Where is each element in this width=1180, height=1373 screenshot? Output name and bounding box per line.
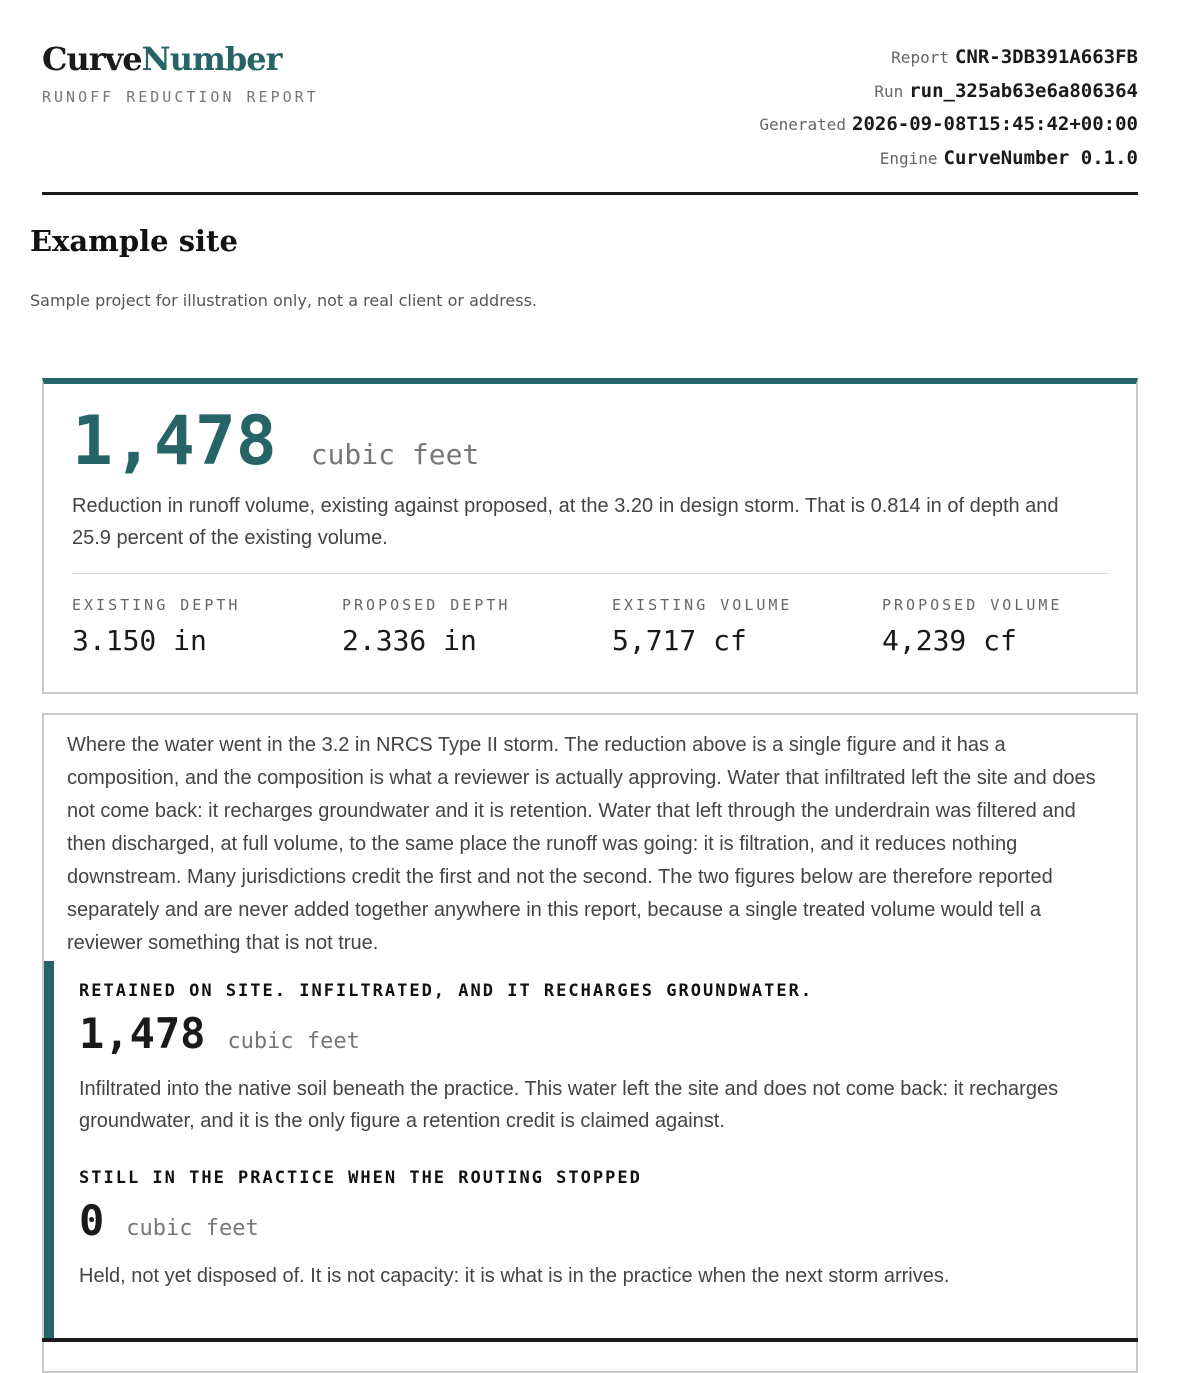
retained-figure [79,1009,360,1058]
report-metadata [759,44,1138,178]
reduction-summary-card [42,378,1138,694]
brand-name-part2: Number [141,40,282,78]
stat-existing-volume [612,596,872,657]
water-disposition-card [42,713,1138,1373]
retained-heading: RETAINED ON SITE. INFILTRATED, AND IT RECHARGES GROUNDWATER. [79,981,814,1001]
retained-unit: cubic feet [227,1029,360,1054]
meta-label: Run [874,81,904,101]
stat-label: EXISTING DEPTH [72,596,241,614]
disposition-intro: Where the water went in the 3.2 in NRCS Type II storm. The reduction above is a single figure and it has a composition, and the composition is what a reviewer is actually approving. Water that infiltrated left the site and does not come back: it recharges groundwater and it is retention. Water that left through the underdrain was filtered and then discharged, at full volume, to the same place the runoff was going: it is filtration, and it reduces nothing downstream. Many jurisdictions credit the first and not the second. The two figures below are therefore reported separately and are never added together anywhere in this report, because a single treated volume would tell a reviewer something that is not true. [67,734,1096,954]
reduction-description: Reduction in runoff volume, existing against proposed, at the 3.20 in design storm. That is 0.814 in of depth and 25.9 percent of the existing volume. [72,495,1059,549]
reduction-value: 1,478 [72,402,277,481]
retention-breakdown [44,961,1136,1341]
meta-generated [759,111,1138,145]
report-tagline: RUNOFF REDUCTION REPORT [42,88,319,106]
stat-label: PROPOSED VOLUME [882,596,1063,614]
brand-logo [42,40,282,78]
still-in-practice-text: Held, not yet disposed of. It is not capacity: it is what is in the practice when the next storm arrives. [79,1265,950,1287]
meta-value: CNR-3DB391A663FB [954,46,1138,68]
divider [72,573,1108,574]
retained-text: Infiltrated into the native soil beneath the practice. This water left the site and does not come back: it recharges groundwater, and it is the only figure a retention credit is claimed against. [79,1078,1059,1132]
reduction-unit: cubic feet [310,438,480,471]
meta-report-id [759,44,1138,78]
meta-run-id [759,78,1138,112]
stat-value: 2.336 in [342,624,477,657]
stat-existing-depth [72,596,332,657]
brand-name-part1: Curve [42,40,142,78]
project-note: Sample project for illustration only, not a real client or address. [30,291,538,310]
stat-proposed-volume [882,596,1142,657]
meta-label: Engine [879,148,938,168]
meta-label: Report [891,48,949,67]
retained-value: 1,478 [79,1009,206,1058]
meta-value: 2026-09-08T15:45:42+00:00 [852,113,1138,135]
stat-proposed-depth [342,596,602,657]
meta-engine [759,145,1138,179]
stat-label: EXISTING VOLUME [612,596,793,614]
meta-value: CurveNumber 0.1.0 [943,146,1138,169]
project-title: Example site [30,224,238,258]
stat-value: 5,717 cf [612,624,747,657]
still-in-practice-heading: STILL IN THE PRACTICE WHEN THE ROUTING STOPPED [79,1168,642,1188]
still-in-practice-unit: cubic feet [126,1216,259,1241]
stat-value: 3.150 in [72,624,207,657]
stat-label: PROPOSED DEPTH [342,596,511,614]
meta-value: run_325ab63e6a806364 [909,79,1138,102]
still-in-practice-figure [79,1196,259,1245]
section-divider [42,1338,1138,1342]
still-in-practice-value: 0 [79,1196,105,1245]
reduction-figure [72,402,479,481]
stat-value: 4,239 cf [882,624,1017,657]
meta-label: Generated [759,115,847,134]
report-header [42,0,1138,195]
